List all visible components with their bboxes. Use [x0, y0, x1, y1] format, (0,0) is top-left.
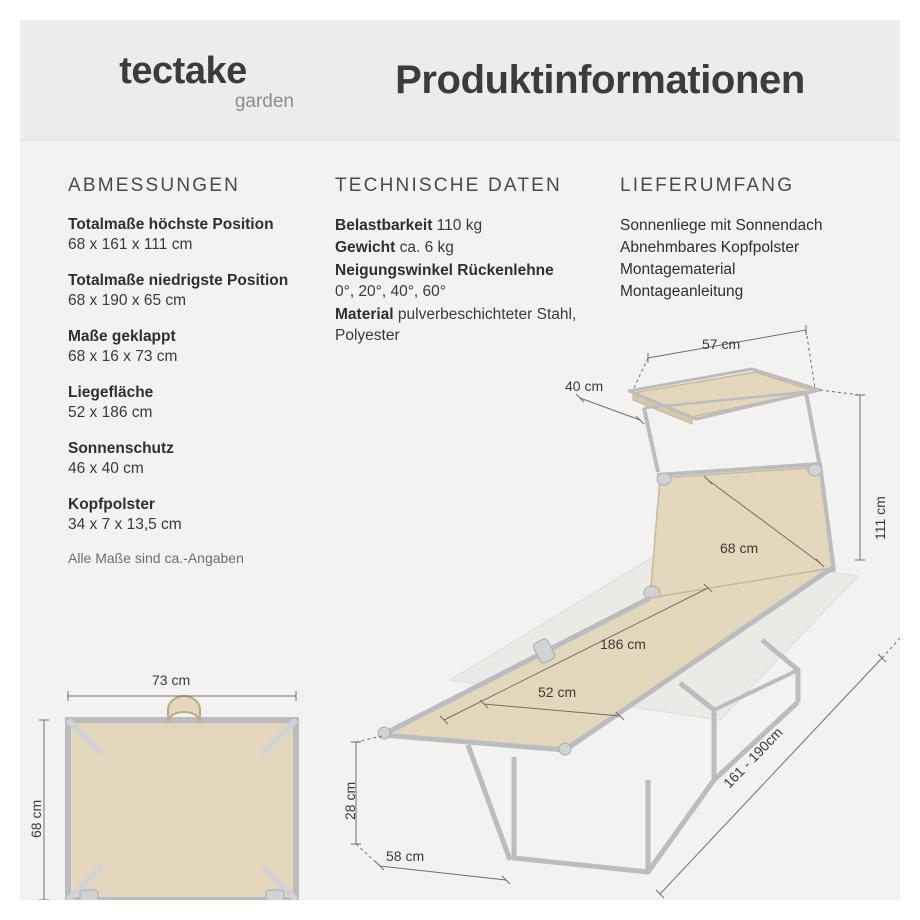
dimensions-heading: ABMESSUNGEN — [68, 175, 241, 196]
brand-name: tectake — [119, 50, 247, 92]
front-leg-left — [468, 745, 510, 860]
dimension-value: 34 x 7 x 13,5 cm — [68, 515, 182, 533]
dimension-label: Sonnenschutz — [68, 439, 174, 457]
label-frame-height: 28 cm — [342, 781, 358, 820]
canopy-support-right — [806, 392, 820, 467]
diagram-svg — [20, 20, 900, 900]
supply-item: Montageanleitung — [620, 283, 744, 300]
backrest-hinge-right — [808, 464, 822, 476]
technical-value: pulverbeschichteter Stahl, Polyester — [335, 305, 577, 344]
folded-foot-right — [266, 890, 284, 900]
technical-value: 110 kg — [436, 217, 483, 234]
folded-fabric — [68, 720, 296, 900]
foot-corner-left — [378, 727, 390, 739]
sheet-background — [20, 20, 900, 900]
label-total-height: 111 cm — [872, 496, 888, 540]
technical-value: 0°, 20°, 40°, 60° — [335, 283, 446, 301]
dimensions-note: Alle Maße sind ca.-Angaben — [68, 550, 244, 567]
page-title: Produktinformationen — [395, 58, 805, 102]
dimension-label: Maße geklappt — [68, 327, 176, 345]
canopy-support-left — [644, 408, 658, 472]
label-foot-width: 58 cm — [386, 848, 425, 864]
foot-corner-right — [559, 743, 571, 755]
label-folded-height: 68 cm — [28, 799, 44, 838]
label-canopy-depth: 40 cm — [565, 378, 604, 394]
supply-item: Abnehmbares Kopfpolster — [620, 239, 800, 256]
dimension-label: Kopfpolster — [68, 495, 155, 513]
dimension-value: 52 x 186 cm — [68, 404, 153, 422]
label-canopy-width: 57 cm — [702, 336, 741, 352]
dimension-value: 68 x 16 x 73 cm — [68, 348, 178, 366]
dimension-label: Totalmaße höchste Position — [68, 216, 274, 233]
dimension-value: 68 x 190 x 65 cm — [68, 292, 187, 310]
supply-heading: LIEFERUMFANG — [620, 175, 795, 196]
label-lying-width: 52 cm — [538, 684, 577, 700]
technical-value: ca. 6 kg — [399, 239, 454, 257]
dimension-value: 68 x 161 x 111 cm — [68, 236, 193, 254]
label-seat-width: 68 cm — [720, 540, 759, 556]
technical-label: Gewicht — [335, 239, 396, 257]
brand-subtitle: garden — [234, 91, 294, 112]
dimension-label: Totalmaße niedrigste Position — [68, 271, 289, 289]
technical-label: Belastbarkeit — [335, 217, 433, 234]
backrest-hinge-left — [657, 473, 671, 485]
label-lying-length: 186 cm — [600, 636, 646, 652]
product-diagram — [20, 20, 900, 900]
label-total-length: 161 - 190cm — [720, 724, 786, 792]
front-leg-frame — [514, 757, 648, 872]
supply-item: Montagematerial — [620, 261, 736, 278]
supply-item: Sonnenliege mit Sonnendach — [620, 217, 823, 234]
technical-heading: TECHNISCHE DATEN — [335, 175, 562, 196]
dimension-label: Liegefläche — [68, 383, 154, 401]
technical-label: Material — [335, 305, 394, 323]
technical-label: Neigungswinkel Rückenlehne — [335, 261, 554, 279]
label-folded-width: 73 cm — [152, 672, 191, 688]
dimension-value: 46 x 40 cm — [68, 460, 144, 478]
folded-foot-left — [80, 890, 98, 900]
